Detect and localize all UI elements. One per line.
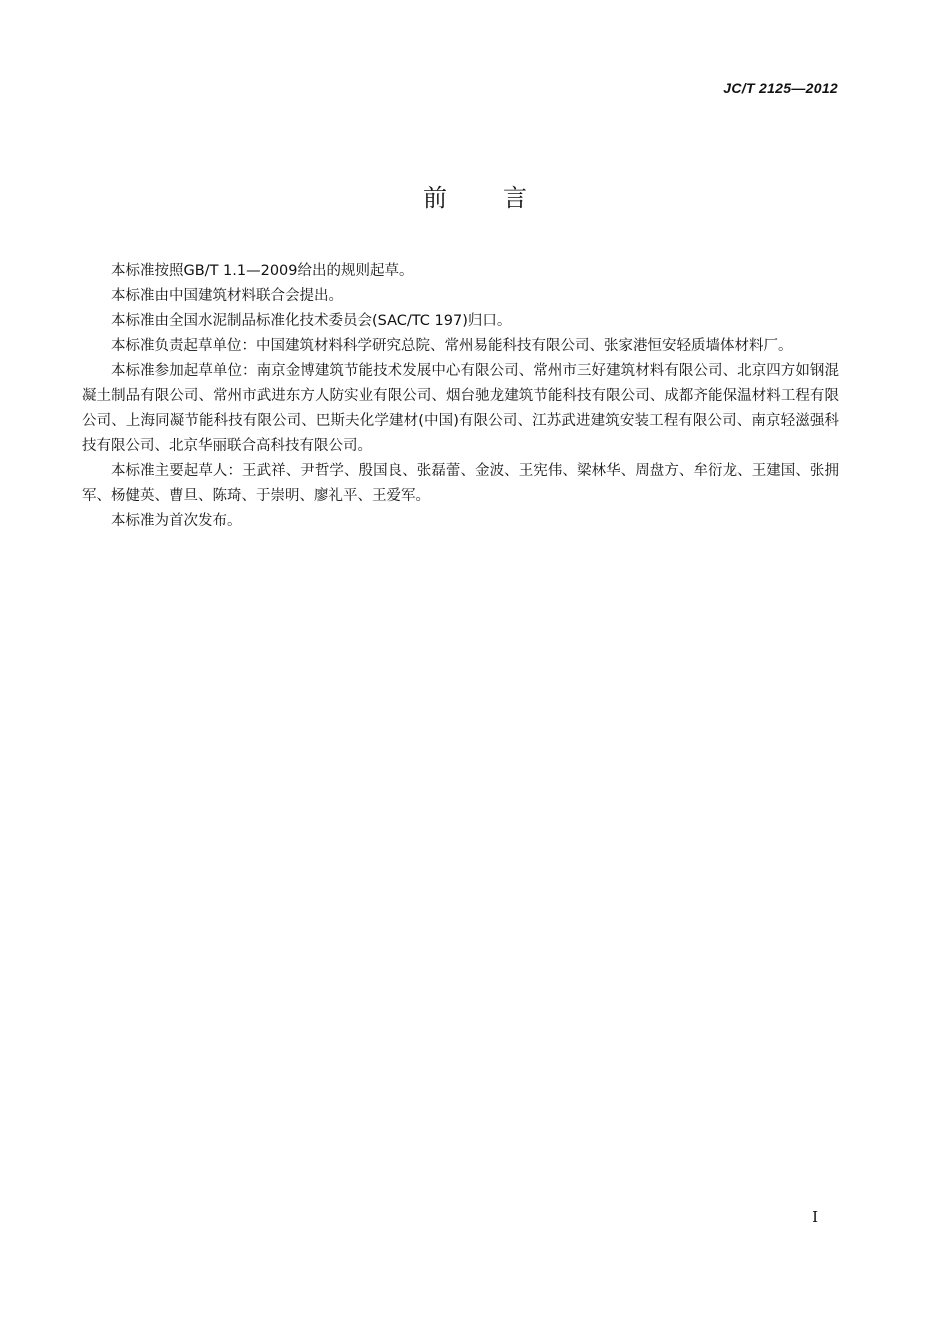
page-number: I — [812, 1208, 818, 1226]
standard-code: JC/T 2125—2012 — [723, 80, 838, 96]
paragraph-responsible-units: 本标准负责起草单位：中国建筑材料科学研究总院、常州易能科技有限公司、张家港恒安轻质墙体材料厂。 — [111, 338, 793, 354]
page-title: 前言 — [423, 184, 583, 212]
paragraph-main-drafters: 本标准主要起草人：王武祥、尹哲学、殷国良、张磊蕾、金波、王宪伟、梁林华、周盘方、牟衍龙、王建国、张拥军、杨健英、曹旦、陈琦、于崇明、廖礼平、王爱军。 — [82, 463, 839, 504]
paragraph-committee: 本标准由全国水泥制品标准化技术委员会(SAC/TC 197)归口。 — [111, 313, 512, 329]
paragraph-first-release: 本标准为首次发布。 — [111, 513, 242, 529]
paragraph-participating-units: 本标准参加起草单位：南京金博建筑节能技术发展中心有限公司、常州市三好建筑材料有限公司、北京四方如钢混凝土制品有限公司、常州市武进东方人防实业有限公司、烟台驰龙建筑节能科技有限公司、成都齐能保温材料工程有限公司、上海同凝节能科技有限公司、巴斯夫化学建材(中国)有限公司、江苏武进建筑安装工程有限公司、南京轻滋强科技有限公司、北京华丽联合高科技有限公司。 — [82, 363, 839, 454]
foreword-body — [82, 259, 839, 534]
paragraph-drafting-rules: 本标准按照GB/T 1.1—2009给出的规则起草。 — [111, 263, 414, 279]
paragraph-proposer: 本标准由中国建筑材料联合会提出。 — [111, 288, 343, 304]
